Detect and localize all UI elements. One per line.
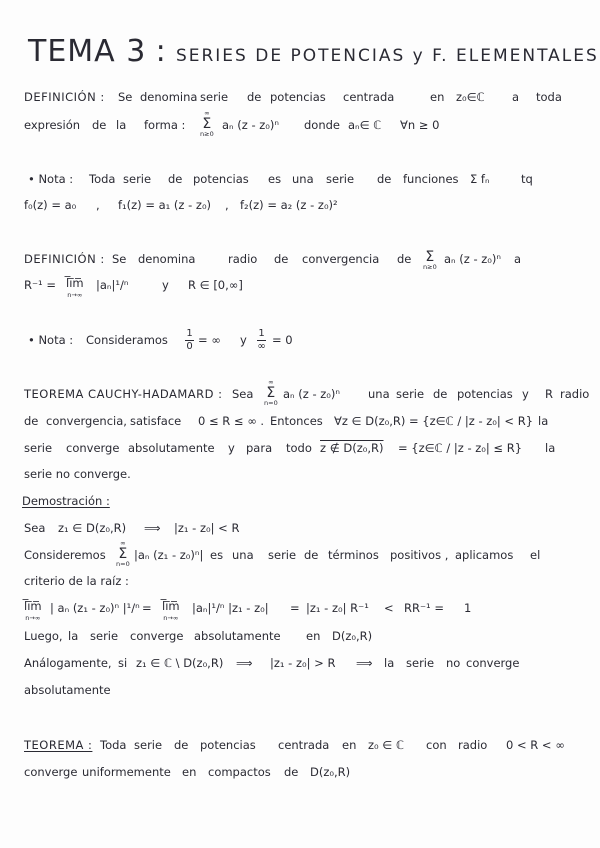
math: f₂(z) = a₂ (z - z₀)² xyxy=(240,198,338,212)
word: centrada xyxy=(343,90,395,104)
math: f₀(z) = a₀ xyxy=(24,198,77,212)
word: denomina xyxy=(138,252,196,266)
word: Sea xyxy=(232,387,254,401)
word: serie xyxy=(134,738,163,752)
comma: , xyxy=(96,198,100,212)
teorema2-line1 xyxy=(0,738,600,760)
math: |aₙ (z₁ - z₀)ⁿ| xyxy=(134,548,204,562)
word: expresión xyxy=(24,118,81,132)
nota-label: • Nota : xyxy=(28,333,74,347)
math: = 0 xyxy=(272,333,293,347)
fraction-1-over-inf xyxy=(257,329,266,352)
math: f₁(z) = a₁ (z - z₀) xyxy=(118,198,212,212)
def1-line2 xyxy=(0,109,600,140)
title-colon: : xyxy=(155,34,167,69)
text: serie no converge. xyxy=(24,467,131,481)
denominator: 0 xyxy=(186,341,193,352)
math: z₀∈ℂ xyxy=(456,90,485,104)
word: de xyxy=(274,252,289,266)
limsup-sub: n→∞ xyxy=(25,613,41,622)
comma: , xyxy=(225,198,229,212)
math: ⟹ xyxy=(236,656,253,670)
math: aₙ (z - z₀)ⁿ xyxy=(222,118,279,132)
word: denomina xyxy=(140,90,198,104)
math: |z₁ - z₀| < R xyxy=(174,521,240,535)
teorema1-line4 xyxy=(0,467,600,489)
word: forma : xyxy=(144,118,186,132)
word: converge xyxy=(66,441,120,455)
summation xyxy=(423,250,437,271)
word: el xyxy=(530,548,541,562)
math: R⁻¹ = xyxy=(24,278,56,292)
demo-line7 xyxy=(0,683,600,705)
word: donde xyxy=(304,118,340,132)
word: de xyxy=(92,118,107,132)
word: de xyxy=(433,387,448,401)
word: y xyxy=(228,441,235,455)
sum-bottom: n≥0 xyxy=(423,263,437,271)
teorema1-line1 xyxy=(0,378,600,409)
word: la xyxy=(384,656,395,670)
math: R ∈ [0,∞] xyxy=(188,278,243,292)
word: converge xyxy=(466,656,520,670)
word: Consideremos xyxy=(24,548,106,562)
word: de xyxy=(397,252,412,266)
math: ⟹ xyxy=(356,656,373,670)
page-title xyxy=(28,34,599,69)
demo-heading-line xyxy=(0,494,600,516)
word: una xyxy=(232,548,254,562)
nota1-line2 xyxy=(0,198,600,220)
word: serie xyxy=(268,548,297,562)
sigma: Σ xyxy=(118,545,128,562)
math: ⟹ xyxy=(144,521,161,535)
word: serie xyxy=(200,90,229,104)
limsup-label: l̅i̅m̅ xyxy=(24,599,42,613)
word: la xyxy=(116,118,127,132)
denominator: ∞ xyxy=(257,341,266,352)
limsup xyxy=(66,278,84,298)
word: centrada xyxy=(278,738,330,752)
word: satisface xyxy=(130,414,182,428)
def2-line1 xyxy=(0,249,600,274)
numerator: 1 xyxy=(258,328,265,339)
word: Consideramos xyxy=(86,333,168,347)
sigma: Σ xyxy=(425,249,435,265)
word: Sea xyxy=(24,521,46,535)
word: en xyxy=(306,629,321,643)
word: de xyxy=(304,548,319,562)
word: Entonces xyxy=(270,414,323,428)
math: ∀n ≥ 0 xyxy=(400,118,440,132)
word: no xyxy=(446,656,461,670)
math: = ∞ xyxy=(198,333,221,347)
nota1-line1 xyxy=(0,172,600,194)
word: a xyxy=(512,90,520,104)
word: compactos xyxy=(208,765,271,779)
math: z₁ ∈ D(z₀,R) xyxy=(58,521,127,535)
word: de xyxy=(247,90,262,104)
word: toda xyxy=(536,90,562,104)
word: y xyxy=(240,333,247,347)
word: con xyxy=(426,738,447,752)
math: RR⁻¹ = xyxy=(404,601,444,615)
word: Se xyxy=(112,252,127,266)
math: z₀ ∈ ℂ xyxy=(368,738,405,752)
sum-top: ∞ xyxy=(268,378,274,386)
def2-heading: DEFINICIÓN : xyxy=(24,252,105,266)
word: uniformemente xyxy=(82,765,171,779)
word: potencias xyxy=(457,387,513,401)
word: convergencia, xyxy=(46,414,127,428)
title-subtitle: SERIES DE POTENCIAS y F. ELEMENTALES xyxy=(175,46,599,66)
math: = xyxy=(290,601,300,615)
word: Toda xyxy=(100,738,127,752)
word: convergencia xyxy=(302,252,380,266)
math: R xyxy=(545,387,553,401)
limsup-sub: n→∞ xyxy=(67,290,83,299)
word: serie xyxy=(406,656,435,670)
summation xyxy=(200,110,214,137)
word: y xyxy=(162,278,169,292)
word: tq xyxy=(521,172,533,186)
teorema2-line2 xyxy=(0,765,600,787)
word: a xyxy=(514,252,522,266)
word: la xyxy=(538,414,549,428)
word: de xyxy=(377,172,392,186)
word: una xyxy=(368,387,390,401)
word: de xyxy=(24,414,39,428)
math: 1 xyxy=(464,601,472,615)
demo-line5 xyxy=(0,629,600,651)
def1-heading: DEFINICIÓN : xyxy=(24,90,105,104)
math: | aₙ (z₁ - z₀)ⁿ |¹/ⁿ xyxy=(50,601,140,615)
math: aₙ (z - z₀)ⁿ xyxy=(283,387,340,401)
word: absolutamente xyxy=(128,441,215,455)
word: en xyxy=(342,738,357,752)
sigma: Σ xyxy=(202,115,212,132)
word: serie xyxy=(396,387,425,401)
word: es xyxy=(268,172,282,186)
nota2-line xyxy=(0,328,600,355)
word: potencias xyxy=(270,90,326,104)
math: |z₁ - z₀| > R xyxy=(270,656,336,670)
math: ∀z ∈ D(z₀,R) = {z∈ℂ / |z - z₀| < R} xyxy=(334,414,534,428)
demo-line2 xyxy=(0,539,600,570)
demo-line4 xyxy=(0,601,600,623)
math: < xyxy=(384,601,394,615)
sum-top: ∞ xyxy=(120,539,126,547)
word: es xyxy=(210,548,224,562)
word: Toda xyxy=(89,172,116,186)
word: Luego, xyxy=(24,629,63,643)
word: Análogamente, xyxy=(24,656,112,670)
demo-heading: Demostración : xyxy=(22,494,110,508)
word: serie xyxy=(90,629,119,643)
sum-top: ∞ xyxy=(204,109,210,117)
math: 0 ≤ R ≤ ∞ . xyxy=(198,414,265,428)
title-tema: TEMA 3 xyxy=(28,34,147,69)
word: serie xyxy=(123,172,152,186)
word: converge xyxy=(130,629,184,643)
math: = xyxy=(142,601,152,615)
word: y xyxy=(522,387,529,401)
math: z₁ ∈ ℂ \ D(z₀,R) xyxy=(136,656,224,670)
sum-bottom: n=0 xyxy=(264,398,278,407)
summation xyxy=(116,540,130,567)
summation xyxy=(264,379,278,406)
math: |aₙ|¹/ⁿ xyxy=(96,278,129,292)
teorema1-line3 xyxy=(0,441,600,463)
word: funciones xyxy=(403,172,459,186)
limsup-label: l̅i̅m̅ xyxy=(162,599,180,613)
sum-bottom: n≥0 xyxy=(200,129,214,138)
math: z ∉ D(z₀,R) xyxy=(320,441,384,455)
sigma: Σ xyxy=(266,384,276,401)
math: aₙ (z - z₀)ⁿ xyxy=(444,252,501,266)
word: absolutamente xyxy=(194,629,281,643)
demo-line3 xyxy=(0,574,600,596)
word: de xyxy=(174,738,189,752)
word: radio xyxy=(560,387,590,401)
word: una xyxy=(292,172,314,186)
text: criterio de la raíz : xyxy=(24,574,129,588)
word: la xyxy=(545,441,556,455)
word: aplicamos xyxy=(455,548,514,562)
math: |z₁ - z₀| R⁻¹ xyxy=(306,601,369,615)
math: D(z₀,R) xyxy=(310,765,351,779)
word: en xyxy=(430,90,445,104)
word: converge xyxy=(24,765,78,779)
word: de xyxy=(284,765,299,779)
word: radio xyxy=(228,252,258,266)
math: = {z∈ℂ / |z - z₀| ≤ R} xyxy=(398,441,523,455)
word: positivos , xyxy=(390,548,449,562)
limsup xyxy=(162,601,180,621)
demo-line6 xyxy=(0,656,600,678)
word: potencias xyxy=(193,172,249,186)
word: Se xyxy=(118,90,133,104)
limsup-sub: n→∞ xyxy=(163,613,179,622)
math: aₙ∈ ℂ xyxy=(348,118,382,132)
word: de xyxy=(168,172,183,186)
word: para xyxy=(246,441,273,455)
word: serie xyxy=(24,441,53,455)
def2-line2 xyxy=(0,278,600,300)
math: 0 < R < ∞ xyxy=(506,738,565,752)
teorema2-heading: TEOREMA : xyxy=(24,738,93,752)
nota-label: • Nota : xyxy=(28,172,74,186)
fraction-1-over-0 xyxy=(185,329,194,352)
word: la xyxy=(68,629,79,643)
math: D(z₀,R) xyxy=(332,629,373,643)
limsup xyxy=(24,601,42,621)
word: radio xyxy=(458,738,488,752)
limsup-label: l̅i̅m̅ xyxy=(66,276,84,290)
word: todo xyxy=(286,441,312,455)
word: absolutamente xyxy=(24,683,111,697)
word: potencias xyxy=(200,738,256,752)
math: Σ fₙ xyxy=(470,172,490,186)
demo-line1 xyxy=(0,521,600,543)
word: términos xyxy=(328,548,379,562)
word: serie xyxy=(326,172,355,186)
teorema1-heading: TEOREMA CAUCHY-HADAMARD : xyxy=(24,387,223,401)
sum-bottom: n=0 xyxy=(116,559,130,568)
numerator: 1 xyxy=(186,328,193,339)
word: si xyxy=(118,656,128,670)
teorema1-line2 xyxy=(0,414,600,436)
math: |aₙ|¹/ⁿ |z₁ - z₀| xyxy=(192,601,269,615)
def1-line1 xyxy=(0,90,600,112)
word: en xyxy=(182,765,197,779)
